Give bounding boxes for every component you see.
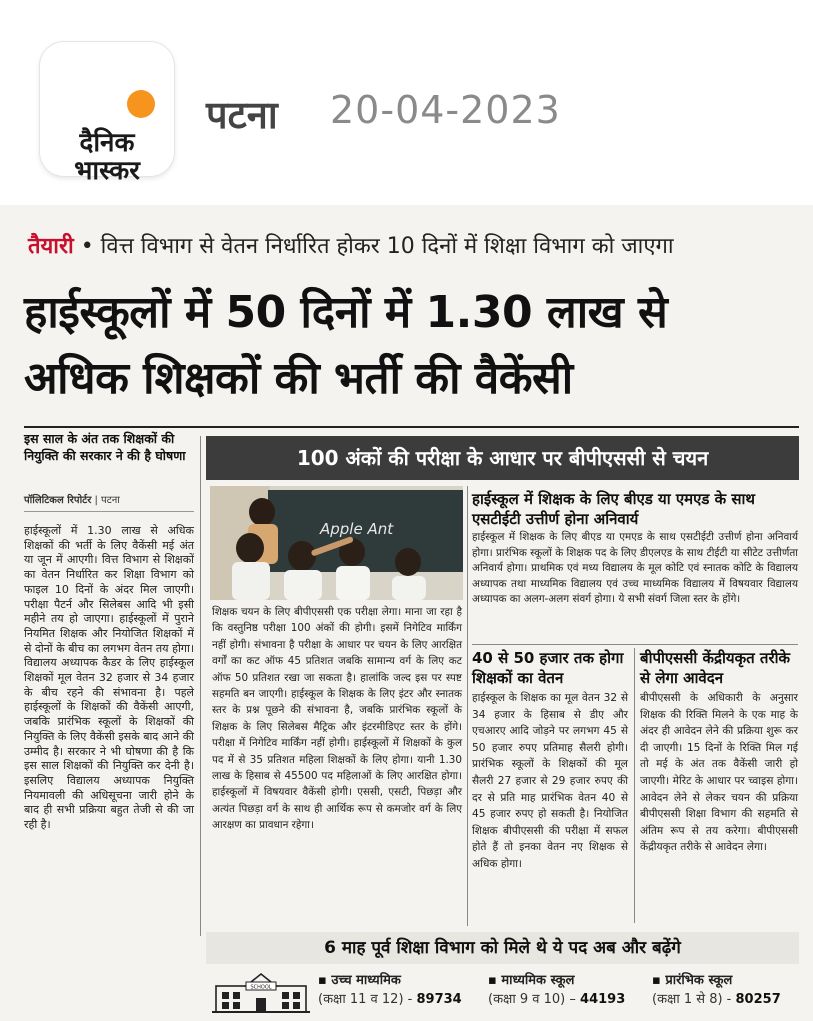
- application-body-text: बीपीएससी के अधिकारी के अनुसार शिक्षक की रिक्ति मिलने के एक माह के अंदर ही आवेदन लेने की प्रक्रिया शुरू कर दी जाएगी। 15 दिनों के रिक्ति मिल गई तो मई के अंत तक वैकेंसी जारी हो जाएगी। मेरिट के आधार पर च्वाइस होगा। आवेदन लेने से लेकर चयन की प्रक्रिया बीपीएससी शिक्षा विभाग की सहमति से अंतिम रूप से तय करेगा। बीपीएससी केंद्रीयकृत तरीके से आवेदन लेगा।: [640, 692, 798, 854]
- logo-line-1: दैनिक: [79, 128, 135, 158]
- kicker-line: [28, 232, 798, 262]
- left-column: [24, 430, 194, 1015]
- dainik-bhaskar-logo: [40, 42, 174, 186]
- headline-line-2: अधिक शिक्षकों की भर्ती की वैकेंसी: [24, 353, 573, 404]
- byline-name: पॉलिटिकल रिपोर्टर: [24, 495, 92, 506]
- left-body-text: हाईस्कूलों में 1.30 लाख से अधिक शिक्षकों की भर्ती के लिए वैकेंसी मई अंत या जून में आएगी। वित्त विभाग से शिक्षकों का वेतन निर्धारित कर शिक्षा विभाग को फाइल 10 दिनों के अंदर मिल जाएगी। परीक्षा पैटर्न और सिलेबस आदि भी इसी महीने तय हो जाएगा। हाईस्कूलों में पुराने नियमित शिक्षक और नियोजित शिक्षकों में से दोनों के बीच का लगभग वेतन तय होगा। विद्यालय अध्यापक कैडर के लिए हाईस्कूल शिक्षकों मूल वेतन 32 हजार से 34 हजार के बीच रहने की संभावना है। पहले हाईस्कूलों के शिक्षकों की वैकेंसी आएगी, जबकि प्रारंभिक स्कूलों के शिक्षकों की नियुक्ति के लिए वैकेंसी इसके बाद आने की उम्मीद है। सरकार ने भी घोषणा की है कि इस साल शिक्षकों की नियुक्ति कर देनी है। इसलिए विद्यालय अध्यापक नियुक्ति नियमावली की अधिसूचना जारी होने के बाद ही सभी प्रक्रिया बहुत तेजी से की जा रही है।: [24, 524, 194, 832]
- kicker-separator: •: [73, 234, 101, 259]
- vacancy-count: 89734: [416, 992, 462, 1007]
- headline-line-1: हाईस्कूलों में 50 दिनों में 1.30 लाख से: [24, 287, 668, 338]
- vacancy-classes: (कक्षा 11 व 12): [318, 992, 404, 1007]
- vacancy-box: [206, 932, 799, 1018]
- vacancy-primary: ▪ प्रारंभिक स्कूल (कक्षा 1 से 8) - 80257: [652, 973, 781, 1007]
- salary-body-text: हाईस्कूल के शिक्षक का मूल वेतन 32 से 34 हजार के हिसाब से डीए और एचआरए आदि जोड़ने पर लगभग 45 से 50 हजार रुपए प्रतिमाह सैलरी होगी। प्रारंभिक स्कूलों के शिक्षकों की मूल सैलरी 27 हजार से 29 हजार रुपए की दर से प्रति माह प्रारंभिक वेतन 40 से 45 हजार रुपए हो सकती है। नियोजित शिक्षक बीपीएससी की परीक्षा में सफल होते हैं तो इनका वेतन नए शिक्षक से अधिक होगा।: [472, 692, 628, 870]
- logo-line-2: भास्कर: [74, 156, 140, 186]
- column-divider: [467, 486, 468, 926]
- edition-city: पटना: [206, 93, 278, 137]
- edition-date: 20-04-2023: [330, 88, 561, 132]
- headline-rule: [24, 426, 799, 428]
- column-divider: [634, 648, 635, 923]
- vacancy-count: 44193: [580, 992, 626, 1007]
- section-rule: [472, 644, 798, 645]
- application-headline: बीपीएससी केंद्रीयकृत तरीके से लेगा आवेदन: [640, 649, 790, 687]
- kicker-tag: तैयारी: [28, 234, 74, 259]
- classroom-photo: [210, 486, 463, 600]
- vacancy-name: उच्च माध्यमिक: [331, 973, 401, 988]
- vacancy-count: 80257: [735, 992, 781, 1007]
- school-building-icon: [212, 970, 310, 1014]
- sun-icon: [127, 90, 155, 118]
- school-sign: SCHOOL: [250, 984, 272, 991]
- byline: पॉलिटिकल रिपोर्टर | पटना: [24, 492, 194, 512]
- vacancy-secondary: ▪ माध्यमिक स्कूल (कक्षा 9 व 10) – 44193: [488, 973, 626, 1007]
- column-divider: [200, 436, 201, 936]
- page-header: [0, 0, 813, 205]
- side-headline: इस साल के अंत तक शिक्षकों की नियुक्ति की सरकार ने की है घोषणा: [24, 431, 186, 463]
- vacancy-title: 6 माह पूर्व शिक्षा विभाग को मिले थे ये पद अब और बढ़ेंगे: [206, 932, 799, 964]
- right-body-text: हाईस्कूल में शिक्षक के लिए बीएड या एमएड के साथ एसटीईटी उत्तीर्ण होना अनिवार्य होगा। प्रारंभिक स्कूलों के शिक्षक पद के लिए डीएलएड के साथ टीईटी या सीटेट उत्तीर्णता अनिवार्य होगा। प्राथमिक एवं मध्य विद्यालय के मूल कोटि एवं स्नातक कोटि के विद्यालय अध्यापक तथा माध्यमिक विद्यालय एवं उच्च माध्यमिक विद्यालय में विषयवार विद्यालय अध्यापक का अलग-अलग संवर्ग होगा। ये सभी संवर्ग जिला स्तर के होंगे।: [472, 531, 798, 606]
- vacancy-name: माध्यमिक स्कूल: [501, 973, 575, 988]
- section-banner: 100 अंकों की परीक्षा के आधार पर बीपीएससी से चयन: [206, 436, 799, 480]
- vacancy-classes: (कक्षा 1 से 8): [652, 992, 723, 1007]
- right-headline: हाईस्कूल में शिक्षक के लिए बीएड या एमएड के साथ एसटीईटी उत्तीर्ण होना अनिवार्य: [472, 490, 756, 528]
- salary-headline: 40 से 50 हजार तक होगा शिक्षकों का वेतन: [472, 649, 624, 687]
- vacancy-higher-secondary: ▪ उच्च माध्यमिक (कक्षा 11 व 12) - 89734: [318, 973, 462, 1007]
- headline: [24, 280, 804, 412]
- byline-place: पटना: [101, 495, 120, 506]
- middle-body-text: शिक्षक चयन के लिए बीपीएससी एक परीक्षा लेगा। माना जा रहा है कि वस्तुनिष्ठ परीक्षा 100 अंकों की होगी। इसमें निगेटिव मार्किंग नहीं होगी। संभावना है परीक्षा के आधार पर चयन के लिए आरक्षित वर्गों का कट ऑफ 45 प्रतिशत जबकि सामान्य वर्ग के लिए कट ऑफ 50 प्रतिशत रखा जा सकता है। हालांकि जल्द इस पर स्पष्ट सहमति बन जाएगी। हाईस्कूल के शिक्षक के लिए इंटर और स्नातक स्तर के प्रश्न पूछने की संभावना है, जबकि प्रारंभिक स्कूलों के शिक्षक के लिए सिलेबस मैट्रिक और इंटरमीडिएट स्तर के होंगे। परीक्षा में निगेटिव मार्किंग नहीं होगी। हाईस्कूलों में शिक्षकों के कुल पद में से 35 प्रतिशत महिला शिक्षकों के लिए होगा। यानी 1.30 लाख के हिसाब से 45500 पद महिलाओं के लिए आरक्षित होगा। हाईस्कूलों में विषयवार वैकेंसी होगी। एससी, एसटी, पिछड़ा और अत्यंत पिछड़ा वर्ग के साथ ही आर्थिक रूप से कमजोर वर्ग के लिए आरक्षण का प्रावधान रहेगा।: [212, 606, 462, 832]
- blackboard-text: Apple Ant: [320, 520, 394, 538]
- vacancy-name: प्रारंभिक स्कूल: [665, 973, 733, 988]
- kicker-text: वित्त विभाग से वेतन निर्धारित होकर 10 दिनों में शिक्षा विभाग को जाएगा: [100, 234, 674, 259]
- vacancy-classes: (कक्षा 9 व 10): [488, 992, 566, 1007]
